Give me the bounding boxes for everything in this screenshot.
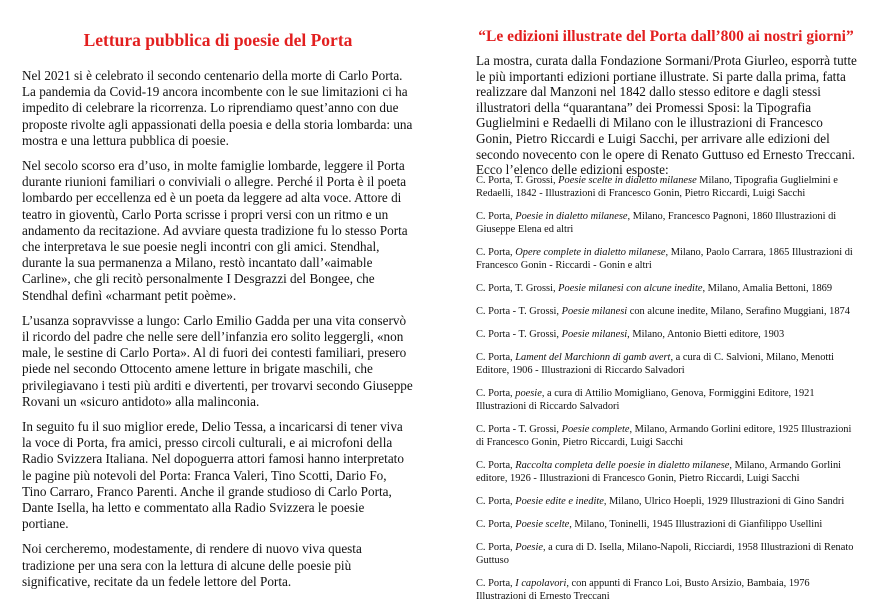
paragraph: Noi cercheremo, modestamente, di rendere di nuovo viva questa tradizione per una sera con la lettura di alcune delle poesie più significative, recitate da un fedele lettore del Porta. <box>22 541 362 589</box>
edition-entry <box>476 423 861 449</box>
edition-authors: C. Porta, <box>476 496 516 507</box>
edition-entry <box>476 305 861 318</box>
exhibition-intro <box>476 53 861 178</box>
edition-details: , Milano, Toninelli, 1945 Illustrazioni di Gianfilippo Usellini <box>569 519 823 530</box>
edition-details: , Milano, Paolo Carrara, 1865 Illustrazioni di Francesco Gonin - Riccardi - Gonin e altri <box>476 247 853 271</box>
edition-details: , Milano, Antonio Bietti editore, 1903 <box>627 329 785 340</box>
edition-details: , a cura di C. Salvioni, Milano, Menotti Editore, 1906 - Illustrazioni di Riccardo Salvadori <box>476 352 835 376</box>
edition-entry <box>476 495 861 508</box>
edition-authors: C. Porta, <box>476 578 516 589</box>
edition-entry <box>476 282 861 295</box>
edition-title: Poesie <box>515 542 543 553</box>
edition-entry <box>476 387 861 413</box>
edition-entry <box>476 210 861 236</box>
intro-text: La mostra, curata dalla Fondazione Sormani/Prota Giurleo, esporrà tutte le più importanti edizioni portiane illustrate. Si parte dalla prima, fatta realizzare dal Manzoni nel 1842 dallo stesso editore e dagli stessi illustratori della “quarantana” dei Promessi Sposi: la Tipografia Guglielmini e Redaelli di Milano con le illustrazioni di Francesco Gonin, Pietro Riccardi e Luigi Sacchi, per arrivare alle edizioni del secondo novecento con le opere di Renato Guttuso ed Ernesto Treccani. <box>476 53 857 162</box>
edition-authors: C. Porta - T. Grossi, <box>476 329 562 340</box>
edition-authors: C. Porta, <box>476 388 516 399</box>
edition-details: , Milano, Armando Gorlini editore, 1925 Illustrazioni di Francesco Gonin, Pietro Riccardi, Luigi Sacchi <box>476 424 852 448</box>
edition-title: Raccolta completa delle poesie in dialetto milanese <box>515 460 730 471</box>
paragraph: L’usanza sopravvisse a lungo: Carlo Emilio Gadda per una vita conservò il ricordo del padre che nelle sere dell’infanzia ero solito leggergli, «non male, le sestine di Carlo Porta». Al di fuori dei contesti familiari, presero piede nel secondo Ottocento amene letture in brigate maschili, che privilegiavano i testi più arditi e divertenti, per trovarvi secondo Giuseppe Rovani un «sicuro antidoto» alla malinconia. <box>22 312 413 409</box>
edition-details: , a cura di Attilio Momigliano, Genova, Formiggini Editore, 1921 Illustrazioni di Riccardo Salvadori <box>476 388 815 412</box>
list-heading: Ecco l’elenco delle edizioni esposte: <box>476 162 669 178</box>
edition-title: Poesie milanesi con alcune inedite <box>558 283 703 294</box>
edition-title: Poesie complete <box>561 424 630 435</box>
edition-title: poesie <box>515 388 542 399</box>
edition-authors: C. Porta, <box>476 352 516 363</box>
edition-authors: C. Porta, T. Grossi, <box>476 283 559 294</box>
edition-details: con alcune inedite, Milano, Serafino Muggiani, 1874 <box>627 306 850 317</box>
paragraph: In seguito fu il suo miglior erede, Delio Tessa, a incaricarsi di tener viva la voce di Porta, fra amici, presso circoli culturali, e ai microfoni della Radio Svizzera Italiana. Nel dopoguerra attori famosi hanno interpretato le pagine più notevoli del Porta: Franca Valeri, Tino Scotti, Dario Fo, Tino Carraro, Franco Parenti. Anche il grande studioso di Carlo Porta, Dante Isella, ha letto e commentato alla Radio Svizzera le poesie portiane. <box>22 419 404 532</box>
edition-entry <box>476 351 861 377</box>
edition-title: Poesie milanesi <box>561 329 628 340</box>
edition-authors: C. Porta, <box>476 211 516 222</box>
paragraph: Nel 2021 si è celebrato il secondo centenario della morte di Carlo Porta. La pandemia da Covid-19 ancora incombente con le sue limitazioni ci ha impedito di celebrare la ricorrenza. Lo riprendiamo quest’anno con due proposte rivolte agli appassionati della poesia e della storia lombarda: una mostra e una lettura pubblica di poesie. <box>22 68 413 148</box>
edition-details: , Milano, Ulrico Hoepli, 1929 Illustrazioni di Gino Sandri <box>603 496 845 507</box>
edition-entry <box>476 459 861 485</box>
edition-title: Poesie scelte <box>515 519 570 530</box>
edition-title: Poesie edite e inedite <box>515 496 604 507</box>
edition-details: , Milano, Armando Gorlini editore, 1926 - Illustrazioni di Francesco Gonin, Pietro Riccardi, Luigi Sacchi <box>476 460 842 484</box>
edition-title: Opere complete in dialetto milanese <box>515 247 666 258</box>
exhibition-title: “Le edizioni illustrate del Porta dall’800 ai nostri giorni” <box>478 28 854 45</box>
edition-title: I capolavori <box>515 578 567 589</box>
edition-details: , con appunti di Franco Loi, Busto Arsizio, Bambaia, 1976 Illustrazioni di Ernesto Treccani <box>476 578 810 602</box>
reading-title: Lettura pubblica di poesie del Porta <box>83 30 353 50</box>
edition-details: Milano, Tipografia Guglielmini e Redaelli, 1842 - Illustrazioni di Francesco Gonin, Pietro Riccardi, Luigi Sacchi <box>476 175 838 199</box>
edition-entry <box>476 577 861 603</box>
edition-authors: C. Porta, <box>476 247 516 258</box>
edition-authors: C. Porta, <box>476 542 516 553</box>
edition-authors: C. Porta, <box>476 460 516 471</box>
reading-text <box>22 68 414 599</box>
edition-title: Poesie in dialetto milanese <box>515 211 628 222</box>
edition-title: Poesie scelte in dialetto milanese <box>558 175 697 186</box>
edition-authors: C. Porta, <box>476 519 516 530</box>
edition-entry <box>476 174 861 200</box>
edition-title: Poesie milanesi <box>561 306 628 317</box>
edition-authors: C. Porta - T. Grossi, <box>476 306 562 317</box>
edition-entry <box>476 541 861 567</box>
edition-entry <box>476 246 861 272</box>
edition-list <box>476 174 861 613</box>
edition-authors: C. Porta - T. Grossi, <box>476 424 562 435</box>
edition-title: Lament del Marchionn di gamb avert <box>515 352 671 363</box>
edition-entry <box>476 328 861 341</box>
edition-authors: C. Porta, T. Grossi, <box>476 175 559 186</box>
edition-details: , Milano, Amalia Bettoni, 1869 <box>702 283 833 294</box>
edition-details: , a cura di D. Isella, Milano-Napoli, Ricciardi, 1958 Illustrazioni di Renato Guttuso <box>476 542 854 566</box>
edition-entry <box>476 518 861 531</box>
paragraph: Nel secolo scorso era d’uso, in molte famiglie lombarde, leggere il Porta durante riunioni familiari o conviviali o allegre. Perché il Porta è il poeta lombardo per eccellenza ed è un poeta da leggere ad alta voce. Attore di teatro in gioventù, Carlo Porta scrisse i propri versi con un ritmo e un andamento da recitazione. Ad avviare questa tradizione fu lo stesso Porta che interpretava le sue poesie negli incontri con gli amici. Stendhal, durante la sua permanenza a Milano, restò incantato dall’«aimable Carline», che gli recitò personalmente I Desgrazzi del Bongee, che Stendhal definì «charmant petit poème». <box>22 158 408 303</box>
edition-details: , Milano, Francesco Pagnoni, 1860 Illustrazioni di Giuseppe Elena ed altri <box>476 211 837 235</box>
